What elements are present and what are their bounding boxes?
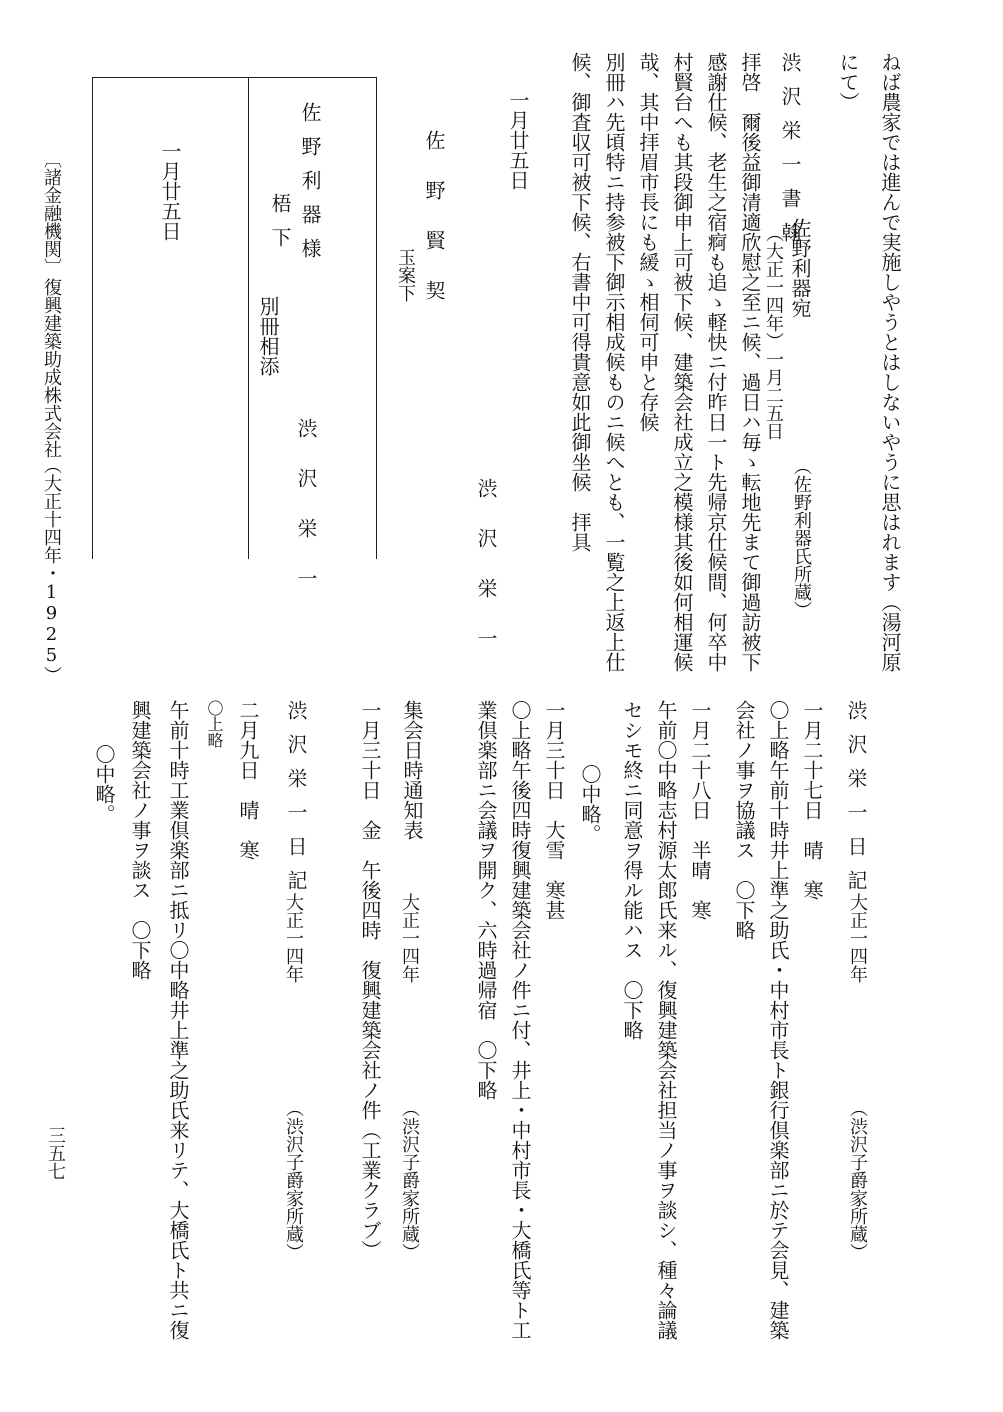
- omission-mark: 〇中略。: [92, 744, 116, 824]
- source-note: （佐野利器氏所蔵）: [791, 457, 812, 619]
- envelope-top-line: [92, 77, 377, 78]
- diary-title: 渋沢栄一日記: [844, 700, 868, 904]
- text-column: 拝啓 爾後益御清適欣慰之至ニ候、過日ハ毎ゝ転地先まて御過訪被下: [738, 52, 762, 672]
- source-note: （渋沢子爵家所蔵）: [399, 1099, 420, 1261]
- letter-title: 渋沢栄一書翰: [778, 52, 802, 256]
- text-column: 〇上略午前十時井上準之助氏・中村市長ト銀行倶楽部ニ於テ会見、建築: [766, 700, 790, 1340]
- envelope-right-line: [376, 77, 377, 559]
- text-column: にて）: [836, 52, 860, 112]
- envelope-enclosure: 別冊相添: [256, 296, 280, 376]
- letter-sender: 渋沢栄一: [474, 478, 498, 678]
- page-number: 三五七: [45, 1126, 66, 1180]
- text-column: 興建築会社ノ事ヲ談ス 〇下略: [128, 700, 152, 980]
- text-column: 村賢台へも其段御申上可被下候、建築会社成立之模様其後如何相運候: [670, 52, 694, 672]
- section-company: 復興建築助成株式会社: [41, 278, 62, 458]
- notice-entry: 一月三十日 金 午後四時 復興建築会社ノ件（工業クラブ）: [358, 700, 382, 1260]
- omission-mark: 〇中略。: [578, 764, 602, 844]
- letter-addressee: 佐野利器宛: [788, 218, 812, 318]
- text-column: セシモ終ニ同意ヲ得ル能ハス 〇下略: [620, 700, 644, 1040]
- text-column: 別冊ハ先頃特ニ持参被下御示相成候ものニ候へとも、一覧之上返上仕: [602, 52, 626, 672]
- envelope-honorific: 梧下: [268, 193, 292, 261]
- letter-date: （大正一四年）一月二五日: [763, 224, 784, 440]
- letter-closing-date: 一月廿五日: [506, 90, 530, 190]
- text-column: 〇上略午後四時復興建築会社ノ件ニ付、井上・中村市長・大橋氏等ト工: [508, 700, 532, 1340]
- envelope-addressee: 佐野利器様: [298, 102, 322, 272]
- diary-title: 渋沢栄一日記: [284, 700, 308, 904]
- section-year: （大正十四年・1925）: [41, 456, 62, 684]
- diary-entry-date: 一月二十八日 半晴 寒: [688, 700, 712, 920]
- text-column: 午前十時工業倶楽部ニ抵リ〇中略井上準之助氏来リテ、大橋氏ト共ニ復: [166, 700, 190, 1340]
- envelope-date: 一月廿五日: [158, 141, 182, 241]
- text-column: 感謝仕候、老生之宿痾も追ゝ軽快ニ付昨日一ト先帰京仕候間、何卒中: [704, 52, 728, 672]
- diary-era: 大正一四年: [847, 893, 868, 983]
- envelope-divider: [248, 77, 249, 559]
- text-column: 午前〇中略志村源太郎氏来ル、復興建築会社担当ノ事ヲ談シ、種々論議: [654, 700, 678, 1340]
- omission-mark: 〇上略: [205, 700, 224, 748]
- notice-era: 大正一四年: [399, 893, 420, 983]
- text-column: 業倶楽部ニ会議ヲ開ク、六時過帰宿 〇下略: [474, 700, 498, 1100]
- source-note: （渋沢子爵家所蔵）: [847, 1099, 868, 1261]
- diary-entry-date: 一月三十日 大雪 寒甚: [542, 700, 566, 920]
- envelope-sender: 渋沢栄一: [294, 418, 318, 618]
- letter-recipient: 佐野賢契: [422, 130, 446, 330]
- text-column: 会社ノ事ヲ協議ス 〇下略: [732, 700, 756, 940]
- notice-title: 集会日時通知表: [400, 700, 424, 840]
- diary-entry-date: 二月九日 晴 寒: [236, 700, 260, 860]
- honorific: 玉案下: [395, 248, 416, 302]
- text-column: 哉、其中拝眉市長にも緩ゝ相伺可申と存候: [636, 52, 660, 432]
- section-category: 〔諸金融機関〕: [41, 150, 62, 276]
- text-column: ねば農家では進んで実施しやうとはしないやうに思はれます（湯河原: [878, 52, 902, 672]
- envelope-left-line: [92, 77, 93, 559]
- source-note: （渋沢子爵家所蔵）: [283, 1099, 304, 1261]
- text-column: 候、御査収可被下候、右書中可得貴意如此御坐候 拝具: [568, 52, 592, 552]
- diary-entry-date: 一月二十七日 晴 寒: [800, 700, 824, 900]
- diary-era: 大正一四年: [283, 893, 304, 983]
